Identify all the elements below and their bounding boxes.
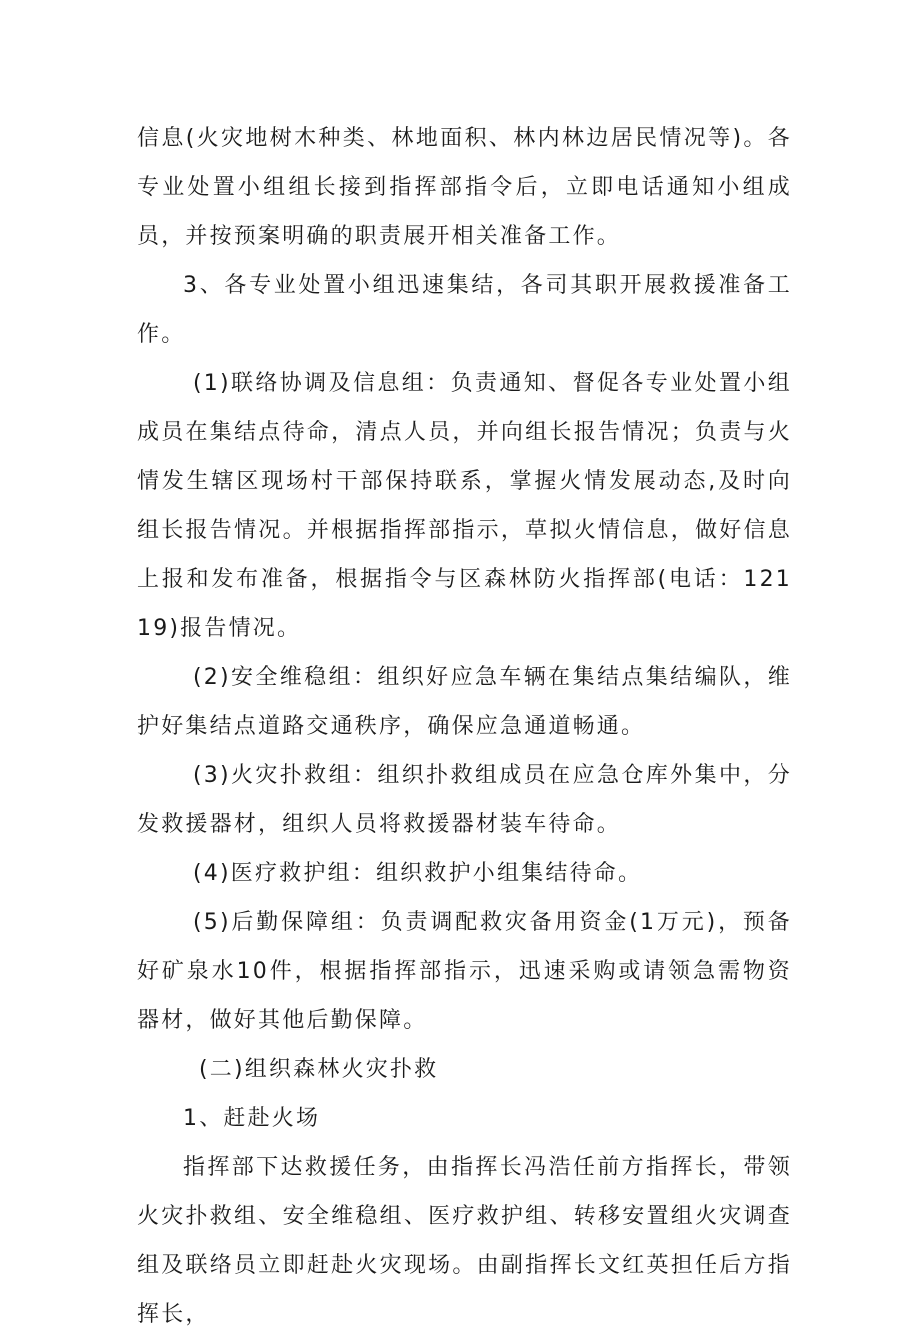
document-page bbox=[137, 114, 792, 1339]
paragraph-continuation: 信息(火灾地树木种类、林地面积、林内林边居民情况等)。各专业处置小组组长接到指挥部指令后，立即电话通知小组成员，并按预案明确的职责展开相关准备工作。 bbox=[137, 126, 792, 249]
paragraph-command-dispatch: 指挥部下达救援任务，由指挥长冯浩任前方指挥长，带领火灾扑救组、安全维稳组、医疗救护组、转移安置组火灾调查组及联络员立即赶赴火灾现场。由副指挥长文红英担任后方指挥长， bbox=[137, 1155, 792, 1327]
paragraph-security-group: (2)安全维稳组：组织好应急车辆在集结点集结编队，维护好集结点道路交通秩序，确保应急通道畅通。 bbox=[137, 665, 792, 739]
paragraph-medical-group: (4)医疗救护组：组织救护小组集结待命。 bbox=[193, 861, 643, 886]
paragraph-firefighting-group: (3)火灾扑救组：组织扑救组成员在应急仓库外集中，分发救援器材，组织人员将救援器材装车待命。 bbox=[137, 763, 792, 837]
section-heading-organize-firefighting: (二)组织森林火灾扑救 bbox=[199, 1057, 439, 1082]
paragraph-logistics-group: (5)后勤保障组：负责调配救灾备用资金(1万元)，预备好矿泉水10件，根据指挥部指示，迅速采购或请领急需物资器材，做好其他后勤保障。 bbox=[137, 910, 792, 1033]
subheading-rush-to-scene: 1、赶赴火场 bbox=[183, 1106, 321, 1131]
paragraph-liaison-group: (1)联络协调及信息组：负责通知、督促各专业处置小组成员在集结点待命，清点人员，并向组长报告情况；负责与火情发生辖区现场村干部保持联系，掌握火情发展动态,及时向组长报告情况。并根据指挥部指示，草拟火情信息，做好信息上报和发布准备，根据指令与区森林防火指挥部(电话：12119)报告情况。 bbox=[137, 371, 792, 641]
paragraph-step-3: 3、各专业处置小组迅速集结，各司其职开展救援准备工作。 bbox=[137, 273, 792, 347]
